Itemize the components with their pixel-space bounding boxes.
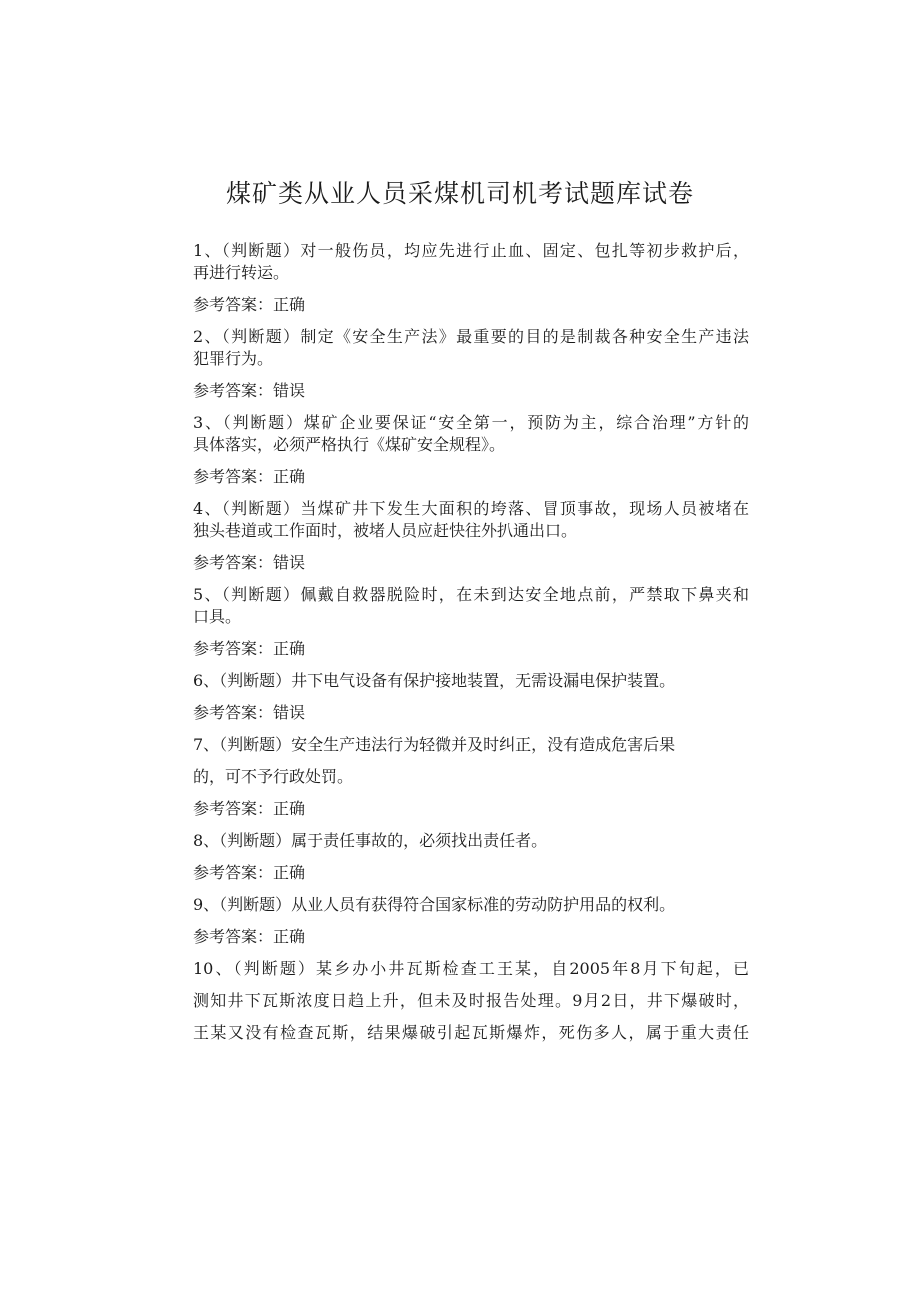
question-item-2 (193, 326, 749, 402)
question-text-line: 的，可不予行政处罚。 (193, 767, 354, 786)
question-item-8 (193, 830, 749, 884)
question-text-line: 6、（判断题）井下电气设备有保护接地装置，无需设漏电保护装置。 (193, 671, 676, 690)
answer-text: 参考答案：正确 (193, 295, 306, 314)
question-item-7 (193, 734, 749, 820)
question-item-9 (193, 894, 749, 948)
answer-text: 参考答案：错误 (193, 381, 306, 400)
question-list (193, 240, 749, 1044)
question-text-line: 9、（判断题）从业人员有获得符合国家标准的劳动防护用品的权利。 (193, 895, 676, 914)
question-text-line: 8、（判断题）属于责任事故的，必须找出责任者。 (193, 831, 548, 850)
question-item-1 (193, 240, 749, 316)
question-text-line: 犯罪行为。 (193, 349, 274, 368)
answer-text: 参考答案：正确 (193, 467, 306, 486)
answer-text: 参考答案：正确 (193, 863, 306, 882)
question-item-3 (193, 412, 749, 488)
question-text-line: 7、（判断题）安全生产违法行为轻微并及时纠正，没有造成危害后果 (193, 735, 676, 754)
question-text-line: 2、（判断题）制定《安全生产法》最重要的目的是制裁各种安全生产违法 (193, 327, 749, 346)
question-item-6 (193, 670, 749, 724)
question-text-line: 独头巷道或工作面时，被堵人员应赶快往外扒通出口。 (193, 521, 578, 540)
question-text-line: 测知井下瓦斯浓度日趋上升，但未及时报告处理。9月2日，井下爆破时， (193, 991, 749, 1010)
question-item-5 (193, 584, 749, 660)
question-item-4 (193, 498, 749, 574)
question-text-line: 3、（判断题）煤矿企业要保证“安全第一，预防为主，综合治理”方针的 (193, 413, 749, 432)
answer-text: 参考答案：正确 (193, 639, 306, 658)
question-text-line: 5、（判断题）佩戴自救器脱险时，在未到达安全地点前，严禁取下鼻夹和 (193, 585, 749, 604)
answer-text: 参考答案：正确 (193, 799, 306, 818)
question-text-line: 4、（判断题）当煤矿井下发生大面积的垮落、冒顶事故，现场人员被堵在 (193, 499, 749, 518)
answer-text: 参考答案：错误 (193, 553, 306, 572)
question-text-line: 具体落实，必须严格执行《煤矿安全规程》。 (193, 435, 506, 454)
question-text-line: 1、（判断题）对一般伤员，均应先进行止血、固定、包扎等初步救护后， (193, 241, 749, 260)
question-text-line: 王某又没有检查瓦斯，结果爆破引起瓦斯爆炸，死伤多人，属于重大责任 (193, 1023, 749, 1042)
question-item-10 (193, 958, 749, 1044)
answer-text: 参考答案：错误 (193, 703, 306, 722)
question-text-line: 再进行转运。 (193, 263, 290, 282)
question-text-line: 10、（判断题）某乡办小井瓦斯检查工王某，自2005年8月下旬起，已 (193, 959, 749, 978)
document-title: 煤矿类从业人员采煤机司机考试题库试卷 (225, 179, 694, 208)
answer-text: 参考答案：正确 (193, 927, 306, 946)
question-text-line: 口具。 (193, 607, 242, 626)
